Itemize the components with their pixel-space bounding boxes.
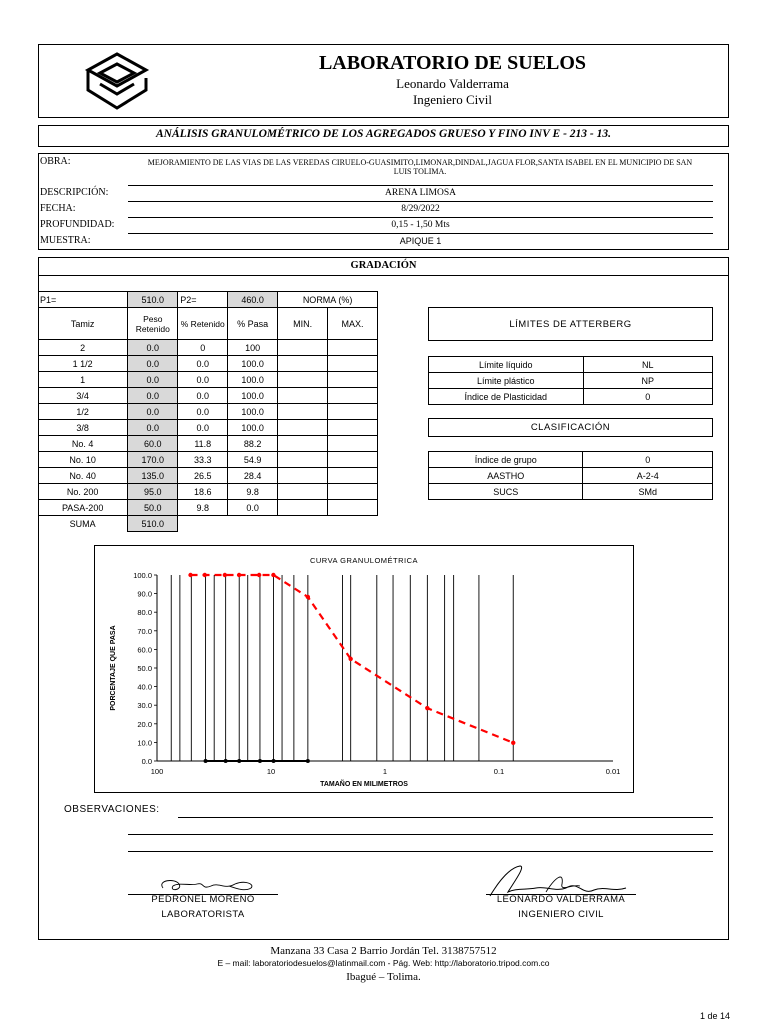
table-row [429, 357, 713, 373]
col-pct-retenido: % Retenido [178, 308, 228, 340]
grad-empty-cell [278, 340, 328, 356]
data-point [203, 573, 207, 577]
grad-cell: No. 200 [38, 484, 128, 500]
clasificacion-table [428, 451, 713, 500]
table-row [38, 356, 378, 372]
y-tick-label: 60.0 [137, 645, 152, 655]
atterberg-title: LÍMITES DE ATTERBERG [428, 307, 713, 341]
clasificacion-cell: SUCS [429, 484, 583, 500]
grad-empty-cell [328, 436, 378, 452]
grad-cell: 0.0 [228, 500, 278, 516]
grad-cell: 0.0 [128, 420, 178, 436]
col-max: MAX. [328, 308, 378, 340]
clasificacion-cell: A-2-4 [583, 468, 713, 484]
grad-cell: 0.0 [128, 340, 178, 356]
table-row [429, 452, 713, 468]
atterberg-cell: NP [583, 373, 713, 389]
grad-cell: 1 [38, 372, 128, 388]
grad-empty-cell [278, 500, 328, 516]
grad-cell: 50.0 [128, 500, 178, 516]
grad-cell: No. 10 [38, 452, 128, 468]
grad-empty-cell [278, 420, 328, 436]
footer-email: E – mail: laboratoriodesuelos@latinmail.com - Pág. Web: http://laboratorio.tripod.com.co [217, 958, 550, 968]
fecha-label: FECHA: [40, 203, 76, 214]
footer-address: Manzana 33 Casa 2 Barrio Jordán Tel. 3138757512 [270, 945, 497, 957]
grad-empty-cell [328, 340, 378, 356]
grad-cell: 0.0 [178, 420, 228, 436]
table-row [38, 420, 378, 436]
fecha-value: 8/29/2022 [401, 204, 440, 214]
y-tick-label: 0.0 [141, 757, 152, 766]
grad-cell: 11.8 [178, 436, 228, 452]
data-point [188, 573, 192, 577]
grad-cell: No. 40 [38, 468, 128, 484]
grad-cell: 1/2 [38, 404, 128, 420]
grad-empty-cell [278, 436, 328, 452]
grad-empty-cell [278, 452, 328, 468]
table-row [38, 452, 378, 468]
x-tick-label: 100 [150, 767, 164, 776]
y-tick-label: 40.0 [137, 682, 152, 692]
col-peso-retenido: Peso Retenido [128, 308, 178, 340]
grad-cell: 18.6 [178, 484, 228, 500]
p2-label: P2= [178, 292, 228, 308]
y-tick-label: 50.0 [137, 664, 152, 673]
grad-cell: 9.8 [178, 500, 228, 516]
clasificacion-cell: SMd [583, 484, 713, 500]
table-row [429, 468, 713, 484]
table-row [38, 468, 378, 484]
engineer-role: Ingeniero Civil [412, 92, 493, 107]
data-point [348, 657, 352, 661]
grad-cell: 100.0 [228, 388, 278, 404]
x-tick-label: 0.01 [605, 767, 621, 776]
data-point [257, 573, 261, 577]
sig1-role: LABORATORISTA [161, 909, 245, 920]
grad-cell: 9.8 [228, 484, 278, 500]
grain-size-chart [94, 545, 634, 793]
data-point [223, 573, 227, 577]
obra-value: MEJORAMIENTO DE LAS VIAS DE LAS VEREDAS CIRUELO-GUASIMITO,LIMONAR,DINDAL,JAGUA FLOR,SANTA ISABEL EN EL MUNICIPIO DE SAN LUIS TOLIMA. [147, 158, 693, 176]
muestra-value: APIQUE 1 [399, 236, 442, 246]
atterberg-cell: 0 [583, 389, 713, 405]
grad-empty-cell [328, 484, 378, 500]
grad-cell: 0.0 [178, 404, 228, 420]
grad-cell: 26.5 [178, 468, 228, 484]
company-logo-icon [84, 50, 150, 112]
muestra-label: MUESTRA: [40, 235, 91, 246]
data-point [511, 741, 515, 745]
y-tick-label: 10.0 [137, 738, 152, 748]
data-point [425, 706, 429, 710]
atterberg-cell: Límite plástico [429, 373, 584, 389]
norma-label: NORMA (%) [278, 292, 378, 308]
grad-empty-cell [278, 372, 328, 388]
grad-cell: 0.0 [178, 388, 228, 404]
grad-empty-cell [328, 372, 378, 388]
grad-cell: 100.0 [228, 420, 278, 436]
y-tick-label: 70.0 [137, 626, 152, 636]
suma-value: 510.0 [128, 516, 178, 532]
grad-cell: 0.0 [128, 388, 178, 404]
data-point [306, 595, 310, 599]
grad-cell: 2 [38, 340, 128, 356]
grad-cell: 60.0 [128, 436, 178, 452]
grad-empty-cell [278, 388, 328, 404]
observaciones-label: OBSERVACIONES: [64, 804, 160, 815]
grad-cell: 1 1/2 [38, 356, 128, 372]
clasificacion-cell: 0 [583, 452, 713, 468]
x-axis-label: TAMAÑO EN MILIMETROS [320, 781, 408, 788]
grad-cell: 135.0 [128, 468, 178, 484]
grad-cell: 95.0 [128, 484, 178, 500]
engineer-name: Leonardo Valderrama [396, 76, 509, 91]
sig1-name: PEDRONEL MORENO [151, 894, 255, 905]
grad-cell: 100.0 [228, 356, 278, 372]
grad-empty-cell [278, 468, 328, 484]
grad-cell: 0.0 [128, 356, 178, 372]
grad-cell: 0.0 [128, 372, 178, 388]
grad-empty-cell [328, 500, 378, 516]
grad-cell: 0 [178, 340, 228, 356]
grad-empty-cell [278, 484, 328, 500]
obra-label: OBRA: [40, 156, 71, 167]
clasificacion-cell: AASTHO [429, 468, 583, 484]
table-row [38, 404, 378, 420]
grad-cell: 0.0 [128, 404, 178, 420]
chart-title: CURVA GRANULOMÉTRICA [309, 556, 419, 565]
grad-cell: 28.4 [228, 468, 278, 484]
table-row [38, 388, 378, 404]
prof-value: 0,15 - 1,50 Mts [391, 220, 450, 230]
col-pct-pasa: % Pasa [228, 308, 278, 340]
grad-cell: 0.0 [178, 372, 228, 388]
table-row [38, 372, 378, 388]
grad-cell: 0.0 [178, 356, 228, 372]
grad-cell: 100 [228, 340, 278, 356]
gradation-table [38, 291, 378, 532]
grad-cell: 3/4 [38, 388, 128, 404]
table-row [38, 340, 378, 356]
sig2-role: INGENIERO CIVIL [518, 909, 604, 920]
x-tick-label: 10 [266, 767, 276, 776]
y-tick-label: 90.0 [137, 589, 152, 599]
grad-empty-cell [328, 468, 378, 484]
y-axis-label: PORCENTAJE QUE PASA [110, 625, 117, 711]
desc-label: DESCRIPCIÓN: [40, 187, 109, 198]
p1-value: 510.0 [128, 292, 178, 308]
table-row [429, 373, 713, 389]
grad-cell: No. 4 [38, 436, 128, 452]
grad-cell: 100.0 [228, 372, 278, 388]
grad-cell: PASA-200 [38, 500, 128, 516]
desc-value: ARENA LIMOSA [385, 188, 456, 198]
signature-pedronel [155, 874, 265, 896]
grad-cell: 100.0 [228, 404, 278, 420]
y-tick-label: 30.0 [137, 701, 152, 711]
clasificacion-cell: Índice de grupo [429, 452, 583, 468]
grad-empty-cell [328, 388, 378, 404]
table-row [38, 484, 378, 500]
x-tick-label: 0.1 [493, 767, 505, 776]
x-tick-label: 1 [382, 767, 388, 776]
prof-label: PROFUNDIDAD: [40, 219, 115, 230]
clasificacion-title: CLASIFICACIÓN [428, 418, 713, 437]
grad-empty-cell [328, 356, 378, 372]
data-point [237, 573, 241, 577]
y-tick-label: 100.0 [133, 571, 152, 580]
grad-empty-cell [328, 404, 378, 420]
atterberg-cell: NL [583, 357, 713, 373]
col-tamiz: Tamiz [38, 308, 128, 340]
grad-cell: 33.3 [178, 452, 228, 468]
y-tick-label: 20.0 [137, 719, 152, 729]
atterberg-cell: Índice de Plasticidad [429, 389, 584, 405]
p2-value: 460.0 [228, 292, 278, 308]
grad-empty-cell [328, 452, 378, 468]
page-number: 1 de 14 [700, 1011, 731, 1021]
col-min: MIN. [278, 308, 328, 340]
lab-title: LABORATORIO DE SUELOS [318, 52, 587, 74]
grad-empty-cell [278, 356, 328, 372]
doc-title: ANÁLISIS GRANULOMÉTRICO DE LOS AGREGADOS GRUESO Y FINO INV E - 213 - 13. [156, 128, 611, 140]
p1-label: P1= [38, 292, 128, 308]
grad-empty-cell [278, 404, 328, 420]
grad-cell: 170.0 [128, 452, 178, 468]
footer-city: Ibagué – Tolima. [346, 971, 421, 983]
atterberg-cell: Límite líquido [429, 357, 584, 373]
gradacion-title: GRADACIÓN [350, 260, 417, 271]
grad-cell: 54.9 [228, 452, 278, 468]
suma-label: SUMA [38, 516, 128, 532]
data-point [271, 573, 275, 577]
sig2-name: LEONARDO VALDERRAMA [496, 894, 626, 905]
table-row [38, 436, 378, 452]
grad-cell: 88.2 [228, 436, 278, 452]
atterberg-table [428, 356, 713, 405]
grad-empty-cell [328, 420, 378, 436]
table-row [38, 500, 378, 516]
table-row [429, 389, 713, 405]
y-tick-label: 80.0 [137, 608, 152, 618]
grad-cell: 3/8 [38, 420, 128, 436]
table-row [429, 484, 713, 500]
